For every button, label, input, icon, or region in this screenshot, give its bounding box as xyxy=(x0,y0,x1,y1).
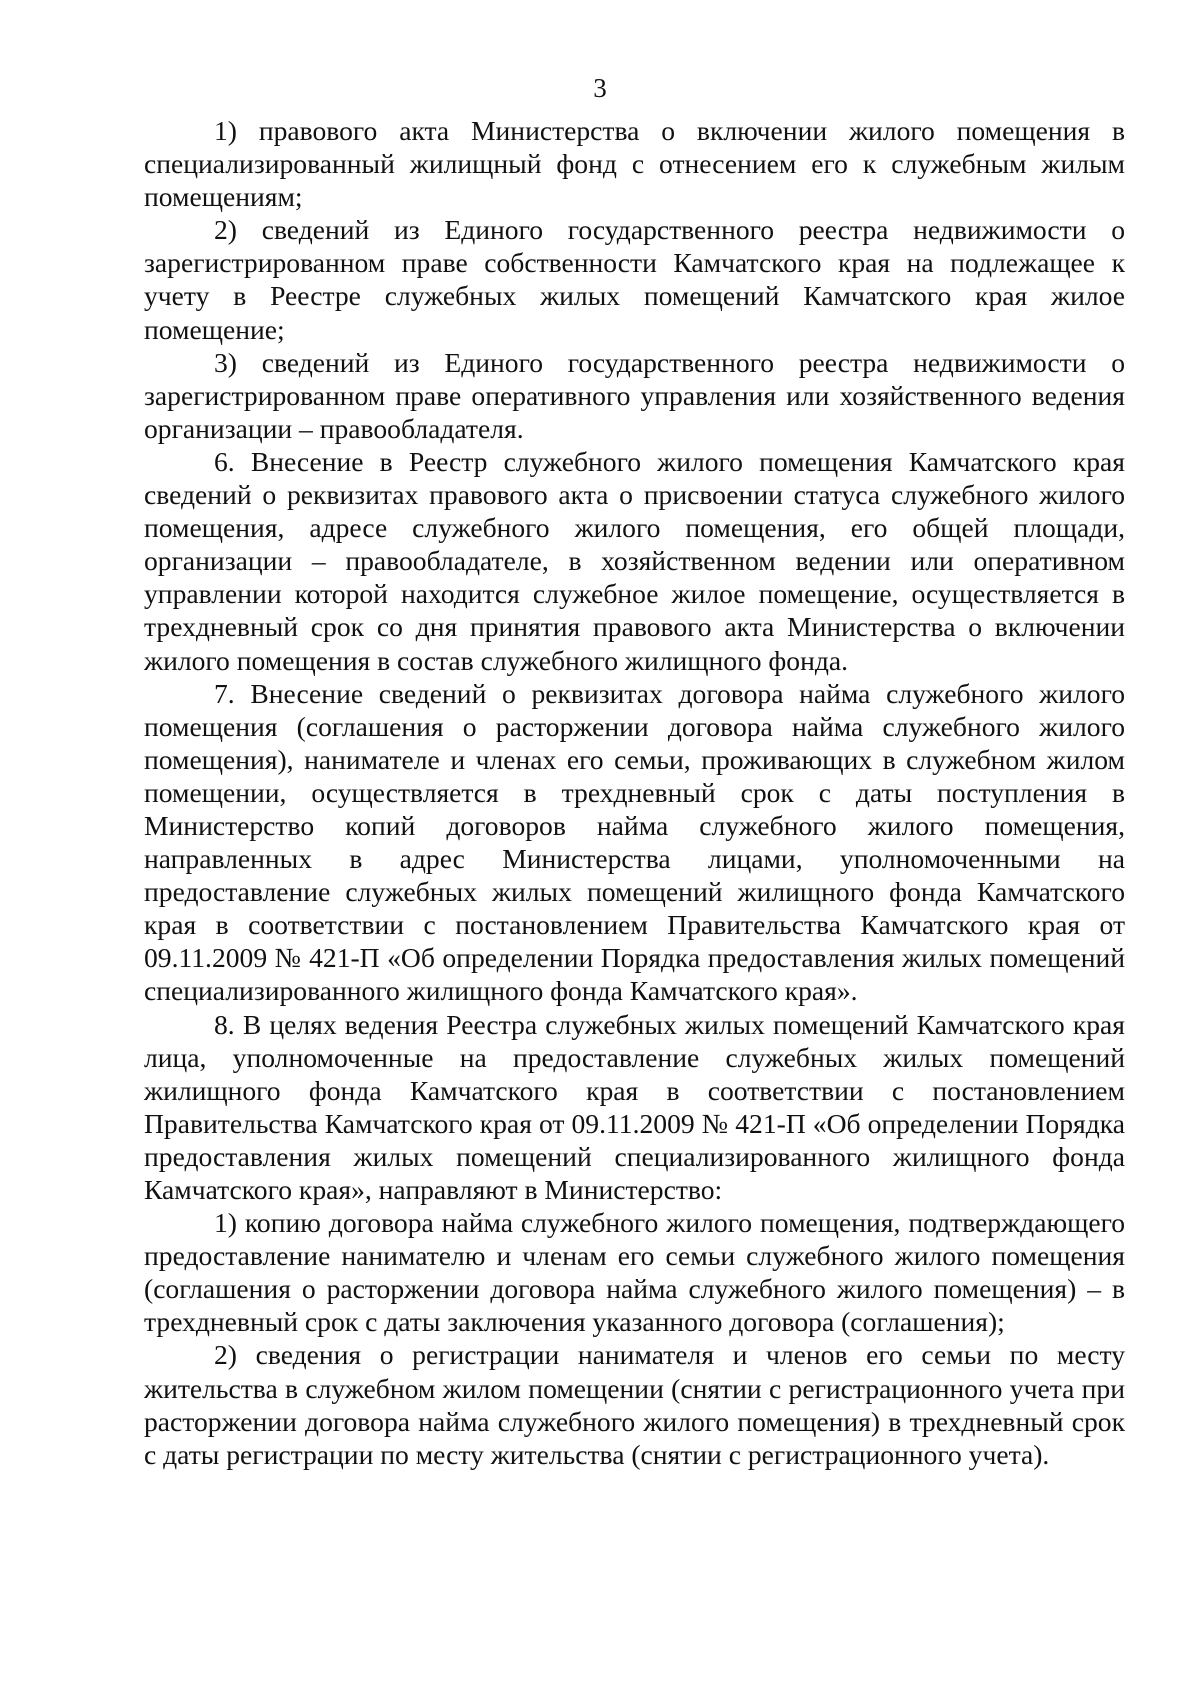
page-number: 3 xyxy=(593,73,607,103)
document-body xyxy=(144,114,1125,1471)
paragraph-section-6: 6. Внесение в Реестр служебного жилого помещения Камчатского края сведений о реквизитах правового акта о присвоении статуса служебного жилого помещения, адресе служебного жилого помещения, его общей площади, организации – правообладателе, в хозяйственном ведении или оперативном управлении которой находится служебное жилое помещение, осуществляется в трехдневный срок со дня принятия правового акта Министерства о включении жилого помещения в состав служебного жилищного фонда. xyxy=(144,445,1125,676)
paragraph-section-8-item-1: 1) копию договора найма служебного жилого помещения, подтверждающего предоставление нанимателю и членам его семьи служебного жилого помещения (соглашения о расторжении договора найма служебного жилого помещения) – в трехдневный срок с даты заключения указанного договора (соглашения); xyxy=(144,1207,1125,1338)
paragraph-section-8-item-2: 2) сведения о регистрации нанимателя и членов его семьи по месту жительства в служебном жилом помещении (снятии с регистрационного учета при расторжении договора найма служебного жилого помещения) в трехдневный срок с даты регистрации по месту жительства (снятии с регистрационного учета). xyxy=(144,1339,1125,1470)
paragraph-section-8: 8. В целях ведения Реестра служебных жилых помещений Камчатского края лица, уполномоченные на предоставление служебных жилых помещений жилищного фонда Камчатского края в соответствии с постановлением Правительства Камчатского края от 09.11.2009 № 421-П «Об определении Порядка предоставления жилых помещений специализированного жилищного фонда Камчатского края», направляют в Министерство: xyxy=(144,1008,1125,1205)
paragraph-item-3-management-info: 3) сведений из Единого государственного реестра недвижимости о зарегистрированном праве оперативного управления или хозяйственного ведения организации – правообладателя. xyxy=(144,346,1125,444)
paragraph-item-2-ownership-info: 2) сведений из Единого государственного реестра недвижимости о зарегистрированном праве собственности Камчатского края на подлежащее к учету в Реестре служебных жилых помещений Камчатского края жилое помещение; xyxy=(144,214,1125,345)
paragraph-item-1-legal-act: 1) правового акта Министерства о включении жилого помещения в специализированный жилищный фонд с отнесением его к служебным жилым помещениям; xyxy=(144,115,1125,213)
paragraph-section-7: 7. Внесение сведений о реквизитах договора найма служебного жилого помещения (соглашения о расторжении договора найма служебного жилого помещения), нанимателе и членах его семьи, проживающих в служебном жилом помещении, осуществляется в трехдневный срок с даты поступления в Министерство копий договоров найма служебного жилого помещения, направленных в адрес Министерства лицами, уполномоченными на предоставление служебных жилых помещений жилищного фонда Камчатского края в соответствии с постановлением Правительства Камчатского края от 09.11.2009 № 421-П «Об определении Порядка предоставления жилых помещений специализированного жилищного фонда Камчатского края». xyxy=(144,677,1125,1007)
